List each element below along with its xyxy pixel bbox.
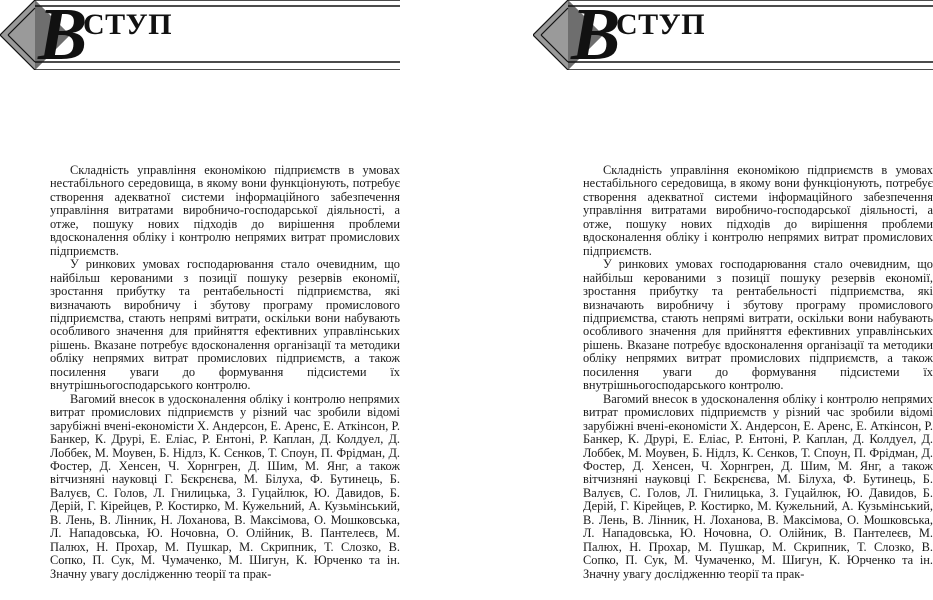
paragraph: Складність управління економікою підприємств в умовах нестабільного середовища, в якому вони функціонують, потребує створення адекватної системи інформаційного забезпечення управління витратами виробничо-господарської діяльності, а отже, пошуку нових підходів до вирішення проблеми вдосконалення обліку і контролю непрямих витрат промислових підприємств. xyxy=(583,163,933,258)
paragraph: Вагомий внесок в удосконалення обліку і контролю непрямих витрат промислових підприємств у різний час зробили відомі зарубіжні вчені-економісти Х. Андерсон, Е. Аренс, Е. Аткінсон, Р. Банкер, К. Друрі, Е. Еліас, Р. Ентоні, Р. Каплан, Д. Колдуел, Д. Лоббек, М. Моувен, Б. Нідлз, К. Сєнков, Т. Споун, П. Фрідман, Д. Фостер, Д. Хенсен, Ч. Хорнгрен, Д. Шим, М. Янг, а також вітчизняні науковці Г. Бєкрєнєва, М. Білуха, Ф. Бутинець, Б. Валуєв, С. Голов, Л. Гнилицька, З. Гуцайлюк, Ю. Давидов, Б. Дерій, Г. Кірейцев, Р. Костирко, М. Кужельний, А. Кузьмінський, В. Лень, В. Лінник, Н. Лоханова, В. Максімова, О. Мошковська, Л. Нападовська, Ю. Ночовна, О. Олійник, В. Пантелеєв, М. Палюх, Н. Прохар, М. Пушкар, М. Скрипник, Т. Слозко, В. Сопко, П. Сук, М. Чумаченко, М. Шигун, К. Юрченко та ін. Значну увагу дослідженню теорії та прак- xyxy=(50,391,400,581)
paragraph: Складність управління економікою підприємств в умовах нестабільного середовища, в якому вони функціонують, потребує створення адекватної системи інформаційного забезпечення управління витратами виробничо-господарської діяльності, а отже, пошуку нових підходів до вирішення проблеми вдосконалення обліку і контролю непрямих витрат промислових підприємств. xyxy=(50,163,400,258)
left-page xyxy=(0,0,400,600)
paragraph: У ринкових умовах господарювання стало очевидним, що найбільш керованими з позиції пошуку резервів економії, зростання прибутку та рентабельності підприємства, які визначають виробничу і збутову програму промислового підприємства, стають непрямі витрати, оскільки вони набувають особливого значення для прийняття ефективних управлінських рішень. Вказане потребує вдосконалення організації та методики обліку непрямих витрат промислових підприємств, а також посилення уваги до формування підсистеми їх внутрішньогосподарського контролю. xyxy=(50,257,400,393)
paragraph: Вагомий внесок в удосконалення обліку і контролю непрямих витрат промислових підприємств у різний час зробили відомі зарубіжні вчені-економісти Х. Андерсон, Е. Аренс, Е. Аткінсон, Р. Банкер, К. Друрі, Е. Еліас, Р. Ентоні, Р. Каплан, Д. Колдуел, Д. Лоббек, М. Моувен, Б. Нідлз, К. Сєнков, Т. Споун, П. Фрідман, Д. Фостер, Д. Хенсен, Ч. Хорнгрен, Д. Шим, М. Янг, а також вітчизняні науковці Г. Бєкрєнєва, М. Білуха, Ф. Бутинець, Б. Валуєв, С. Голов, Л. Гнилицька, З. Гуцайлюк, Ю. Давидов, Б. Дерій, Г. Кірейцев, Р. Костирко, М. Кужельний, А. Кузьмінський, В. Лень, В. Лінник, Н. Лоханова, В. Максімова, О. Мошковська, Л. Нападовська, Ю. Ночовна, О. Олійник, В. Пантелеєв, М. Палюх, Н. Прохар, М. Пушкар, М. Скрипник, Т. Слозко, В. Сопко, П. Сук, М. Чумаченко, М. Шигун, К. Юрченко та ін. Значну увагу дослідженню теорії та прак- xyxy=(583,391,933,581)
paragraph: У ринкових умовах господарювання стало очевидним, що найбільш керованими з позиції пошуку резервів економії, зростання прибутку та рентабельності підприємства, які визначають виробничу і збутову програму промислового підприємства, стають непрямі витрати, оскільки вони набувають особливого значення для прийняття ефективних управлінських рішень. Вказане потребує вдосконалення організації та методики обліку непрямих витрат промислових підприємств, а також посилення уваги до формування підсистеми їх внутрішньогосподарського контролю. xyxy=(583,257,933,393)
chapter-heading xyxy=(0,0,400,76)
heading-title: СТУП xyxy=(616,8,706,41)
chapter-heading xyxy=(533,0,933,76)
right-page xyxy=(533,0,933,600)
heading-initial-letter: В xyxy=(38,0,88,76)
body-text xyxy=(50,164,400,581)
heading-initial-letter: В xyxy=(571,0,621,76)
heading-title: СТУП xyxy=(83,8,173,41)
body-text xyxy=(583,164,933,581)
